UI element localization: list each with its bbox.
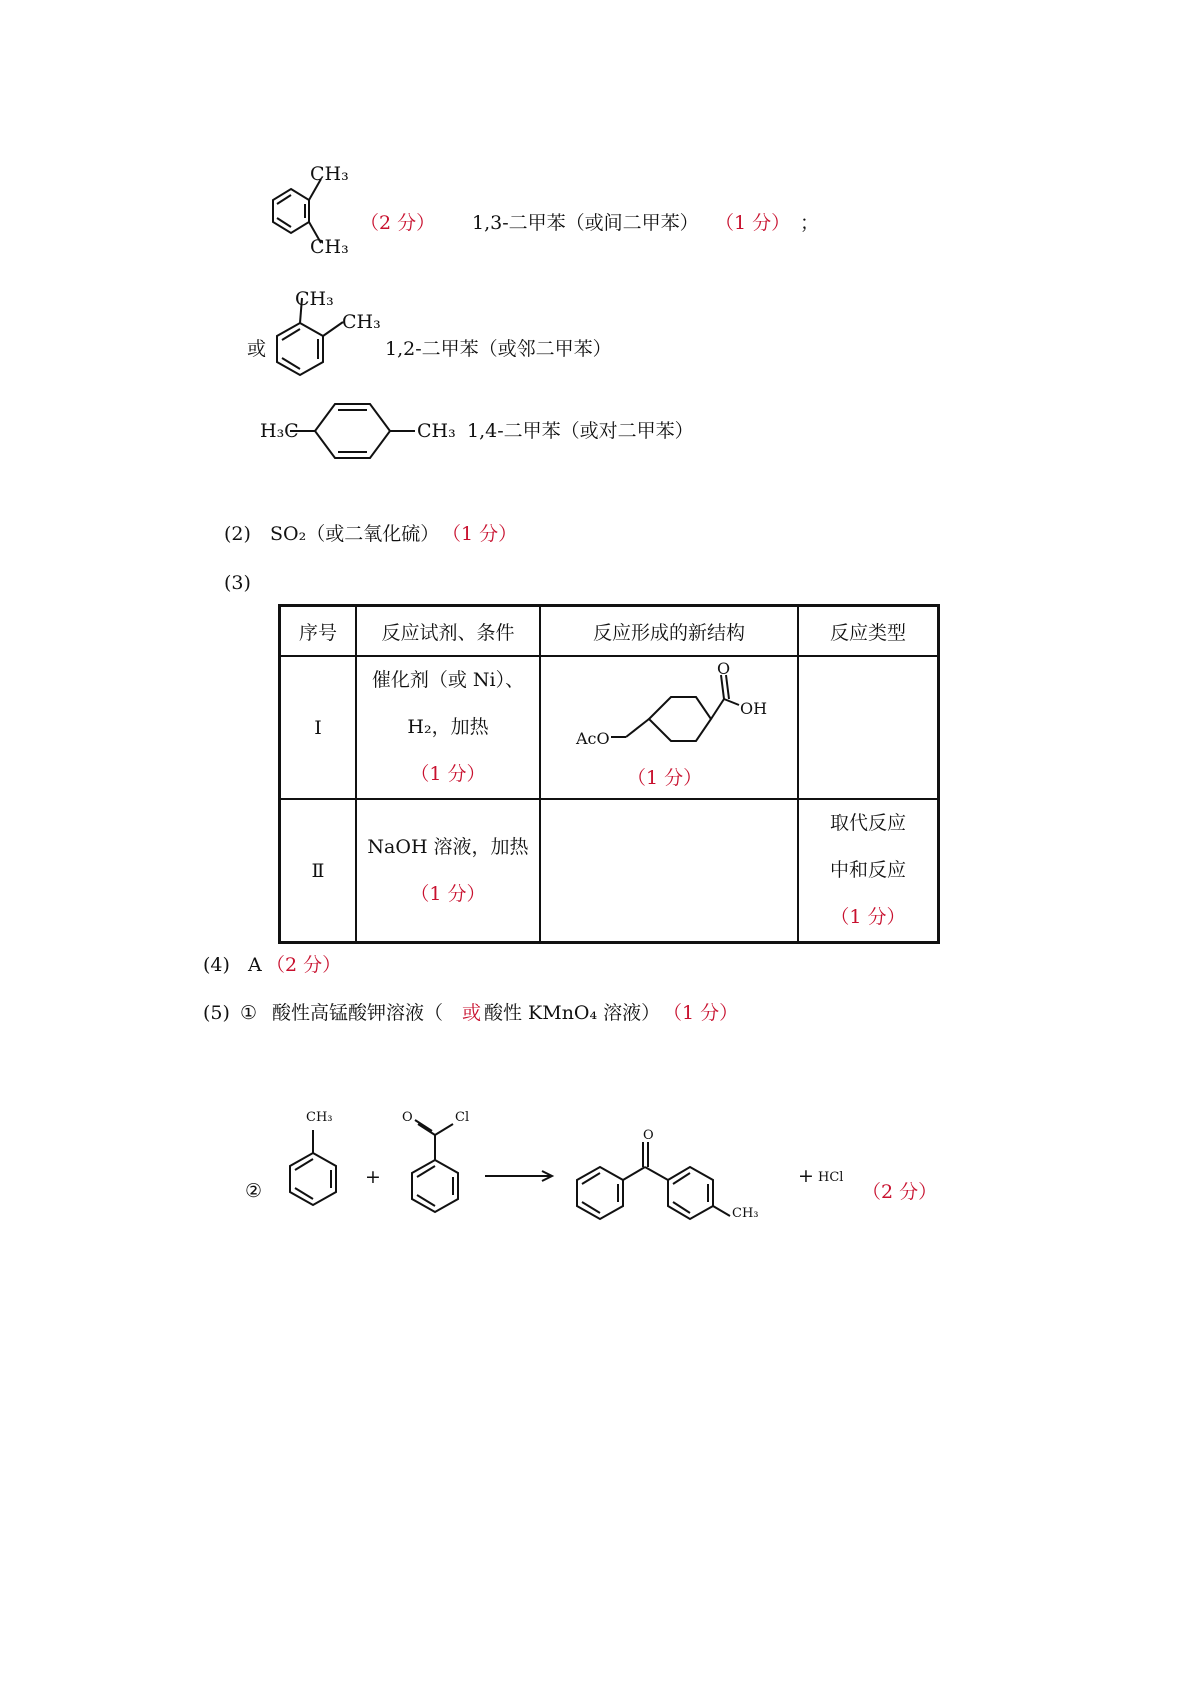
score-label: （2 分）	[360, 212, 436, 234]
col-header: 反应类型	[798, 606, 939, 657]
score-label: （1 分）	[410, 882, 486, 905]
score-label: （1 分）	[410, 763, 486, 785]
structure-cell	[540, 799, 798, 943]
reagent-line: 催化剂（或 Ni）、	[371, 669, 525, 691]
table-row	[280, 799, 939, 943]
answer-text: SO₂（或二氧化硫）	[270, 523, 440, 545]
plus-sign: +	[798, 1165, 814, 1187]
question-label: (3)	[224, 572, 251, 594]
compound-name: 1,3-二甲苯（或间二甲苯）	[472, 212, 699, 234]
hcl-label: HCl	[818, 1170, 844, 1185]
reaction-type: 取代反应	[829, 812, 906, 834]
reagent-line: H₂，加热	[407, 716, 489, 738]
score-label: （2 分）	[266, 954, 342, 976]
ch3-label: CH₃	[310, 163, 349, 185]
oxygen-label: O	[402, 1110, 413, 1125]
chlorine-label: Cl	[455, 1110, 470, 1125]
score-label: （1 分）	[663, 1002, 739, 1024]
para-xylene-structure	[290, 392, 430, 472]
row-number: Ⅰ	[280, 656, 357, 799]
col-header: 序号	[280, 606, 357, 657]
structure-cell	[540, 656, 798, 799]
score-label: （1 分）	[715, 212, 791, 234]
score-label: （1 分）	[627, 767, 703, 789]
answer-text: 酸性高锰酸钾溶液（	[272, 1002, 444, 1024]
table-header-row	[280, 606, 939, 657]
compound-name: 1,4-二甲苯（或对二甲苯）	[467, 420, 694, 442]
circled-one: ①	[240, 1002, 258, 1024]
row-number: Ⅱ	[280, 799, 357, 943]
circled-two: ②	[245, 1180, 263, 1202]
ch3-label: CH₃	[295, 288, 334, 310]
col-header: 反应试剂、条件	[356, 606, 540, 657]
oh-label: OH	[740, 699, 768, 718]
ch3-label: CH₃	[342, 311, 381, 333]
answer-text: 酸性 KMnO₄ 溶液）	[484, 1002, 661, 1024]
question-label: (4)	[203, 954, 230, 976]
score-label: （1 分）	[830, 906, 906, 928]
carbonyl-o-label: O	[717, 659, 731, 678]
answer-table	[278, 604, 940, 944]
score-label: （1 分）	[442, 523, 518, 545]
col-header: 反应形成的新结构	[540, 606, 798, 657]
ch3-label: CH₃	[310, 236, 349, 258]
type-cell	[798, 656, 939, 799]
reagent-line: NaOH 溶液，加热	[367, 835, 529, 858]
h3c-label: H₃C	[260, 420, 299, 442]
or-prefix: 或	[247, 338, 267, 360]
score-label: （2 分）	[862, 1181, 938, 1203]
plus-sign: +	[365, 1166, 381, 1188]
oxygen-label: O	[643, 1128, 654, 1143]
aco-label: AcO	[576, 729, 610, 748]
table-row	[280, 656, 939, 799]
reaction-type: 中和反应	[829, 859, 906, 881]
answer-text: A	[248, 954, 262, 976]
answer-text-highlight: 或	[462, 1002, 482, 1024]
type-cell	[798, 799, 939, 943]
ch3-label: CH₃	[732, 1206, 759, 1221]
question-label: (5)	[203, 1002, 230, 1024]
ch3-label: CH₃	[417, 420, 456, 442]
separator: ；	[800, 212, 820, 234]
ch3-label: CH₃	[306, 1110, 333, 1125]
reagent-cell	[356, 799, 540, 943]
reagent-cell	[356, 656, 540, 799]
question-label: (2)	[224, 523, 251, 545]
compound-name: 1,2-二甲苯（或邻二甲苯）	[385, 338, 612, 360]
